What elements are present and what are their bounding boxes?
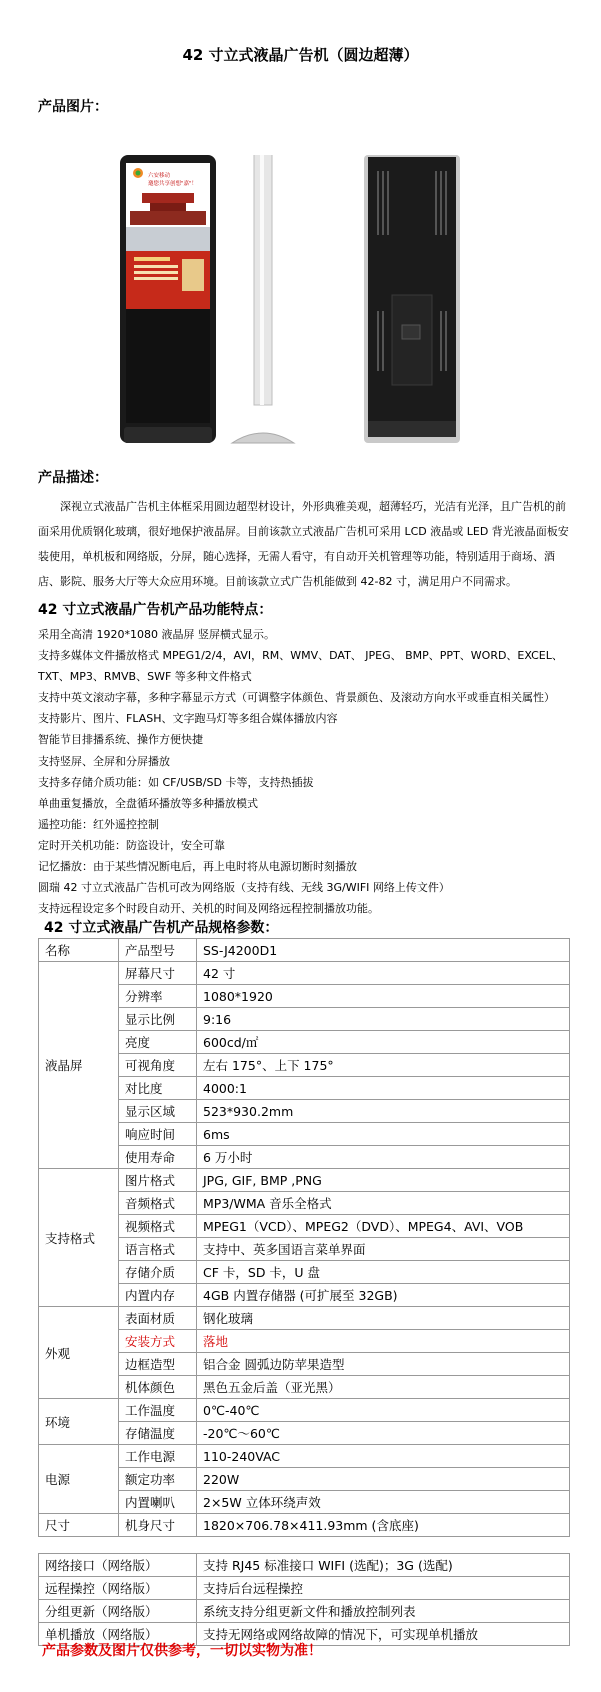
spec-model-label: 产品型号 [119, 939, 197, 962]
spec-group-label: 电源 [39, 1445, 119, 1514]
spec-label: 显示区域 [119, 1100, 197, 1123]
table-row [39, 1445, 570, 1468]
side-view-image [232, 155, 294, 443]
features-heading: 42 寸立式液晶广告机产品功能特点： [38, 602, 273, 618]
table-row [39, 1146, 570, 1169]
feature-item: 单曲重复播放，全盘循环播放等多种播放模式 [38, 796, 258, 810]
spec-value: 220W [197, 1468, 570, 1491]
table-row [39, 1077, 570, 1100]
table-row [39, 1353, 570, 1376]
feature-item: 记忆播放：由于某些情况断电后，再上电时将从电源切断时刻播放 [38, 860, 357, 874]
spec-label: 额定功率 [119, 1468, 197, 1491]
network-table [38, 1553, 570, 1646]
spec-label: 视频格式 [119, 1215, 197, 1238]
feature-item: 采用全高清 1920*1080 液晶屏 竖屏横式显示。 [38, 628, 275, 641]
table-row [39, 1600, 570, 1623]
spec-label: 机身尺寸 [119, 1514, 197, 1537]
feature-item: 圆瑞 42 寸立式液晶广告机可改为网络版（支持有线、无线 3G/WIFI 网络上传文件） [38, 881, 450, 895]
feature-item: 支持中英文滚动字幕，多种字幕显示方式（可调整字体颜色、背景颜色、及滚动方向水平或垂直相关属性） [38, 691, 555, 705]
feature-item: 遥控功能：红外遥控控制 [38, 817, 159, 831]
spec-value: 1080*1920 [197, 985, 570, 1008]
feature-item: 定时开关机功能：防盗设计，安全可靠 [38, 838, 225, 852]
spec-label: 工作温度 [119, 1399, 197, 1422]
spec-label: 存储介质 [119, 1261, 197, 1284]
feature-item: 支持竖屏、全屏和分屏播放 [38, 754, 170, 768]
spec-value: -20℃～60℃ [197, 1422, 570, 1445]
ad-line2: 邀您共享创想"嘉"！ [148, 181, 198, 187]
product-description-text: 深视立式液晶广告机主体框采用圆边超型材设计，外形典雅美观，超薄轻巧，光洁有光泽，且广告机的前面采用优质钢化玻璃，很好地保护液晶屏。目前该款立式液晶广告机可采用 LCD 液晶或 LED 背光液晶面板安装使用，单机板和网络版，分屏，随心选择，无需人看守，有自动开关机管理等功能，特别适用于商场、酒店、影院、服务大厅等大众应用环境。目前该款立式广告机能做到 42-82 寸，满足用户不同需求。 [38, 500, 569, 588]
spec-value: MP3/WMA 音乐全格式 [197, 1192, 570, 1215]
network-label: 分组更新（网络版） [39, 1600, 197, 1623]
table-row [39, 1307, 570, 1330]
spec-label: 工作电源 [119, 1445, 197, 1468]
product-images [120, 155, 500, 445]
spec-value: 黑色五金后盖（亚光黑） [197, 1376, 570, 1399]
spec-label: 表面材质 [119, 1307, 197, 1330]
table-row [39, 1468, 570, 1491]
disclaimer-note: 产品参数及图片仅供参考，一切以实物为准！ [42, 1643, 322, 1659]
spec-value: 钢化玻璃 [197, 1307, 570, 1330]
table-row [39, 939, 570, 962]
spec-group-label: 外观 [39, 1307, 119, 1399]
spec-value: 6 万小时 [197, 1146, 570, 1169]
table-row [39, 1577, 570, 1600]
product-description [38, 494, 576, 594]
table-row [39, 1238, 570, 1261]
ad-line1: 六安移动 [148, 173, 171, 179]
feature-item: 支持多媒体文件播放格式 MPEG1/2/4，AVI，RM、WMV、DAT、 JPEG、 BMP、PPT、WORD、EXCEL、 [38, 649, 563, 663]
front-view-image [120, 155, 216, 443]
spec-label: 存储温度 [119, 1422, 197, 1445]
spec-value: 落地 [197, 1330, 570, 1353]
spec-label: 使用寿命 [119, 1146, 197, 1169]
page-title: 42 寸立式液晶广告机（圆边超薄） [182, 46, 419, 64]
table-row [39, 1284, 570, 1307]
spec-label: 显示比例 [119, 1008, 197, 1031]
spec-label: 图片格式 [119, 1169, 197, 1192]
spec-value: 支持中、英多国语言菜单界面 [197, 1238, 570, 1261]
table-row [39, 1031, 570, 1054]
spec-label: 语言格式 [119, 1238, 197, 1261]
feature-item: 支持远程设定多个时段自动开、关机的时间及网络远程控制播放功能。 [38, 902, 379, 916]
table-row [39, 1008, 570, 1031]
spec-label: 可视角度 [119, 1054, 197, 1077]
spec-label: 边框造型 [119, 1353, 197, 1376]
spec-value: JPG, GIF, BMP ,PNG [197, 1169, 570, 1192]
back-view-image [364, 155, 460, 443]
table-row [39, 1330, 570, 1353]
spec-value: 523*930.2mm [197, 1100, 570, 1123]
spec-value: 1820×706.78×411.93mm (含底座) [197, 1514, 570, 1537]
spec-table-body [39, 939, 570, 1537]
spec-name-header: 名称 [39, 939, 119, 962]
table-row [39, 1169, 570, 1192]
spec-value: MPEG1（VCD）、MPEG2（DVD）、MPEG4、AVI、VOB [197, 1215, 570, 1238]
table-row [39, 1261, 570, 1284]
spec-table [38, 938, 570, 1537]
product-description-heading: 产品描述： [38, 470, 108, 486]
spec-label: 内置喇叭 [119, 1491, 197, 1514]
network-value: 支持无网络或网络故障的情况下，可实现单机播放 [197, 1623, 570, 1646]
spec-model-value: SS-J4200D1 [197, 939, 570, 962]
feature-item: 支持影片、图片、FLASH、文字跑马灯等多组合媒体播放内容 [38, 712, 338, 726]
network-label: 远程操控（网络版） [39, 1577, 197, 1600]
spec-label: 分辨率 [119, 985, 197, 1008]
table-row [39, 1100, 570, 1123]
spec-label: 音频格式 [119, 1192, 197, 1215]
table-row [39, 962, 570, 985]
table-row [39, 1399, 570, 1422]
spec-value: 600cd/㎡ [197, 1031, 570, 1054]
network-value: 支持 RJ45 标准接口 WIFI (选配)；3G (选配) [197, 1554, 570, 1577]
spec-label: 亮度 [119, 1031, 197, 1054]
spec-value: 2×5W 立体环绕声效 [197, 1491, 570, 1514]
spec-label: 安装方式 [119, 1330, 197, 1353]
network-label: 网络接口（网络版） [39, 1554, 197, 1577]
spec-label: 机体颜色 [119, 1376, 197, 1399]
table-row [39, 1054, 570, 1077]
spec-value: 110-240VAC [197, 1445, 570, 1468]
table-row [39, 1422, 570, 1445]
table-row [39, 1554, 570, 1577]
spec-label: 对比度 [119, 1077, 197, 1100]
product-images-heading: 产品图片： [38, 99, 108, 115]
spec-group-label: 支持格式 [39, 1169, 119, 1307]
spec-value: 铝合金 圆弧边防苹果造型 [197, 1353, 570, 1376]
network-label: 单机播放（网络版） [39, 1623, 197, 1646]
features-list [38, 624, 578, 919]
spec-heading: 42 寸立式液晶广告机产品规格参数： [44, 920, 279, 936]
spec-value: 9:16 [197, 1008, 570, 1031]
spec-group-label: 尺寸 [39, 1514, 119, 1537]
spec-group-label: 环境 [39, 1399, 119, 1445]
network-table-body [39, 1554, 570, 1646]
spec-value: 42 寸 [197, 962, 570, 985]
spec-label: 响应时间 [119, 1123, 197, 1146]
spec-value: 4GB 内置存储器 (可扩展至 32GB) [197, 1284, 570, 1307]
spec-value: CF 卡，SD 卡，U 盘 [197, 1261, 570, 1284]
feature-item: 支持多存储介质功能：如 CF/USB/SD 卡等，支持热插拔 [38, 775, 314, 789]
table-row [39, 1215, 570, 1238]
network-value: 支持后台远程操控 [197, 1577, 570, 1600]
spec-label: 屏幕尺寸 [119, 962, 197, 985]
network-value: 系统支持分组更新文件和播放控制列表 [197, 1600, 570, 1623]
spec-label: 内置内存 [119, 1284, 197, 1307]
table-row [39, 1514, 570, 1537]
table-row [39, 985, 570, 1008]
spec-value: 0℃-40℃ [197, 1399, 570, 1422]
table-row [39, 1376, 570, 1399]
spec-group-label: 液晶屏 [39, 962, 119, 1169]
table-row [39, 1123, 570, 1146]
spec-value: 6ms [197, 1123, 570, 1146]
spec-value: 4000:1 [197, 1077, 570, 1100]
feature-item: 智能节目排播系统、操作方便快捷 [38, 733, 203, 747]
feature-item: TXT、MP3、RMVB、SWF 等多种文件格式 [38, 670, 252, 684]
table-row [39, 1192, 570, 1215]
spec-value: 左右 175°、上下 175° [197, 1054, 570, 1077]
table-row [39, 1491, 570, 1514]
